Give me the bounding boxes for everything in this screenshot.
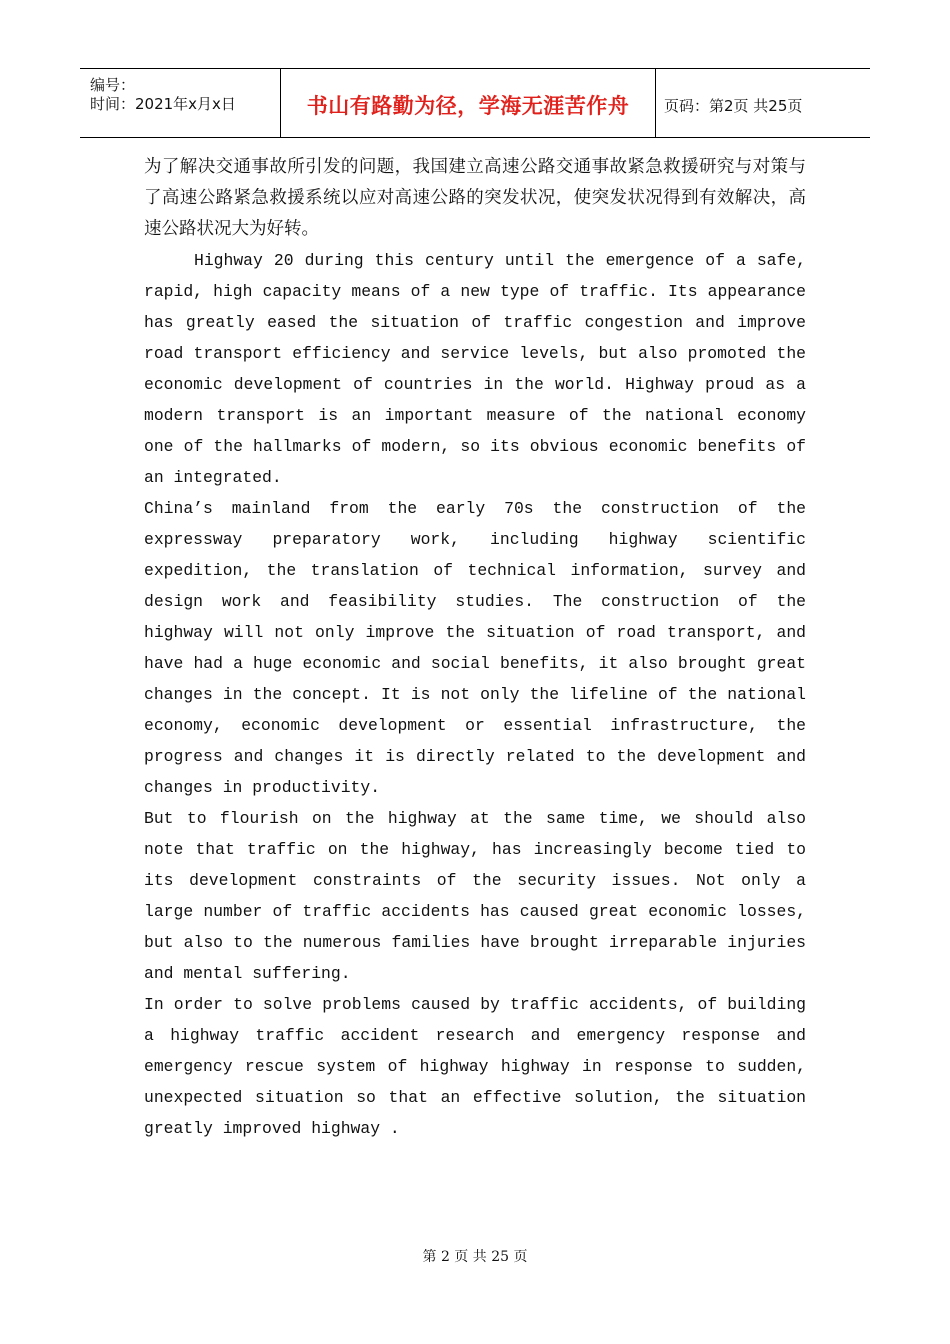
serial-label: 编号： [90,76,136,94]
date-label: 时间：2021年x月x日 [90,95,236,113]
header-info-cell [80,69,280,137]
paragraph-chinese: 为了解决交通事故所引发的问题，我国建立高速公路交通事故紧急救援研究与对策与了高速公路紧急救援系统以应对高速公路的突发状况，使突发状况得到有效解决，高速公路状况大为好转。 [144,157,806,239]
paragraph-highway-intro: Highway 20 during this century until the emergence of a safe, rapid, high capacity means of a new type of traffic. Its appearance has greatly eased the situation of traffic congestion and improve road transport efficiency and service levels, but also promoted the economic development of countries in the world. Highway proud as a modern transport is an important measure of the national economy one of the hallmarks of modern, so its obvious economic benefits of an integrated. [144,251,806,487]
header-page-cell [655,69,870,137]
page-header [80,68,870,138]
paragraph-security-issues: But to flourish on the highway at the same time, we should also note that traffic on the highway, has increasingly become tied to its development constraints of the security issues. Not only a large number of traffic accidents has caused great economic losses, but also to the numerous families have brought irreparable injuries and mental suffering. [144,809,806,983]
motto-text: 书山有路勤为径，学海无涯苦作舟 [306,94,630,118]
header-motto-cell [280,69,656,137]
page-footer: 第 2 页 共 25 页 [422,1249,528,1265]
paragraph-solution: In order to solve problems caused by traffic accidents, of building a highway traffic accident research and emergency response and emergency rescue system of highway highway in response to sudden, unexpected situation so that an effective solution, the situation greatly improved highway . [144,995,806,1138]
document-body [144,152,806,1144]
page-info: 页码：第2页 共25页 [664,96,803,115]
paragraph-china-mainland: China’s mainland from the early 70s the construction of the expressway preparatory work, including highway scientific expedition, the translation of technical information, survey and design work and feasibility studies. The construction of the highway will not only improve the situation of road transport, and have had a huge economic and social benefits, it also brought great changes in the concept. It is not only the lifeline of the national economy, economic development or essential infrastructure, the progress and changes it is directly related to the development and changes in productivity. [144,499,806,797]
